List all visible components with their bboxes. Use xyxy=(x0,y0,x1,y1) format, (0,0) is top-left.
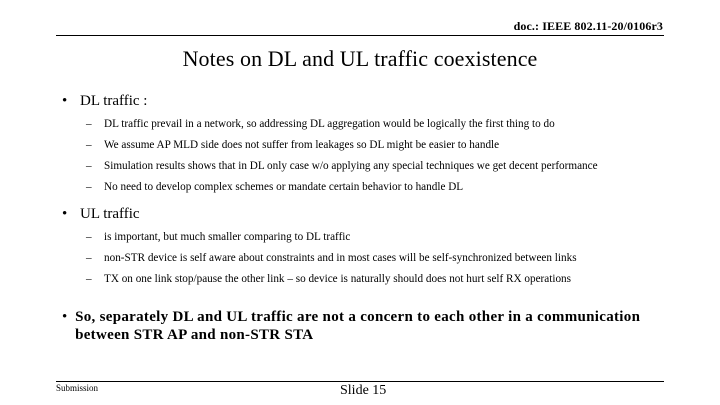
slide-number: Slide 15 xyxy=(340,383,387,398)
sub-item-text: TX on one link stop/pause the other link – so device is naturally should does not hurt self RX operations xyxy=(104,273,572,285)
sub-item-text: non-STR device is self aware about constraints and in most cases will be self-synchronized between links xyxy=(104,252,577,264)
bullet-marker: • xyxy=(62,206,68,222)
sub-item-text: DL traffic prevail in a network, so addressing DL aggregation would be logically the first thing to do xyxy=(104,118,555,130)
sub-item xyxy=(86,159,662,173)
sub-item xyxy=(86,138,662,152)
sub-item xyxy=(86,272,662,286)
bullet-text: UL traffic xyxy=(80,206,140,222)
bullet-ul-traffic xyxy=(62,205,662,223)
footer-submission: Submission xyxy=(56,383,99,393)
dash-marker: – xyxy=(86,273,92,285)
bullet-marker: • xyxy=(62,93,68,109)
bullet-text: So, separately DL and UL traffic are not a concern to each other in a communication between STR AP and non-STR STA xyxy=(75,309,641,343)
dash-marker: – xyxy=(86,231,92,243)
slide-content xyxy=(62,92,662,344)
sub-item xyxy=(86,117,662,131)
bullet-conclusion xyxy=(62,308,662,344)
sub-item-text: Simulation results shows that in DL only case w/o applying any special techniques we get decent performance xyxy=(104,160,598,172)
sub-item xyxy=(86,180,662,194)
footer-rule xyxy=(56,381,664,382)
dash-marker: – xyxy=(86,139,92,151)
document-id: doc.: IEEE 802.11-20/0106r3 xyxy=(513,19,663,33)
header-rule xyxy=(56,35,664,36)
dash-marker: – xyxy=(86,160,92,172)
sub-item-text: is important, but much smaller comparing to DL traffic xyxy=(104,231,351,243)
sub-item-text: We assume AP MLD side does not suffer from leakages so DL might be easier to handle xyxy=(104,139,500,151)
sub-item-text: No need to develop complex schemes or mandate certain behavior to handle DL xyxy=(104,181,464,193)
dash-marker: – xyxy=(86,252,92,264)
dash-marker: – xyxy=(86,118,92,130)
bullet-dl-traffic xyxy=(62,92,662,110)
sub-item xyxy=(86,230,662,244)
bullet-marker: • xyxy=(62,309,68,325)
bullet-text: DL traffic : xyxy=(80,93,148,109)
dash-marker: – xyxy=(86,181,92,193)
sub-item xyxy=(86,251,662,265)
slide-title: Notes on DL and UL traffic coexistence xyxy=(182,46,538,71)
